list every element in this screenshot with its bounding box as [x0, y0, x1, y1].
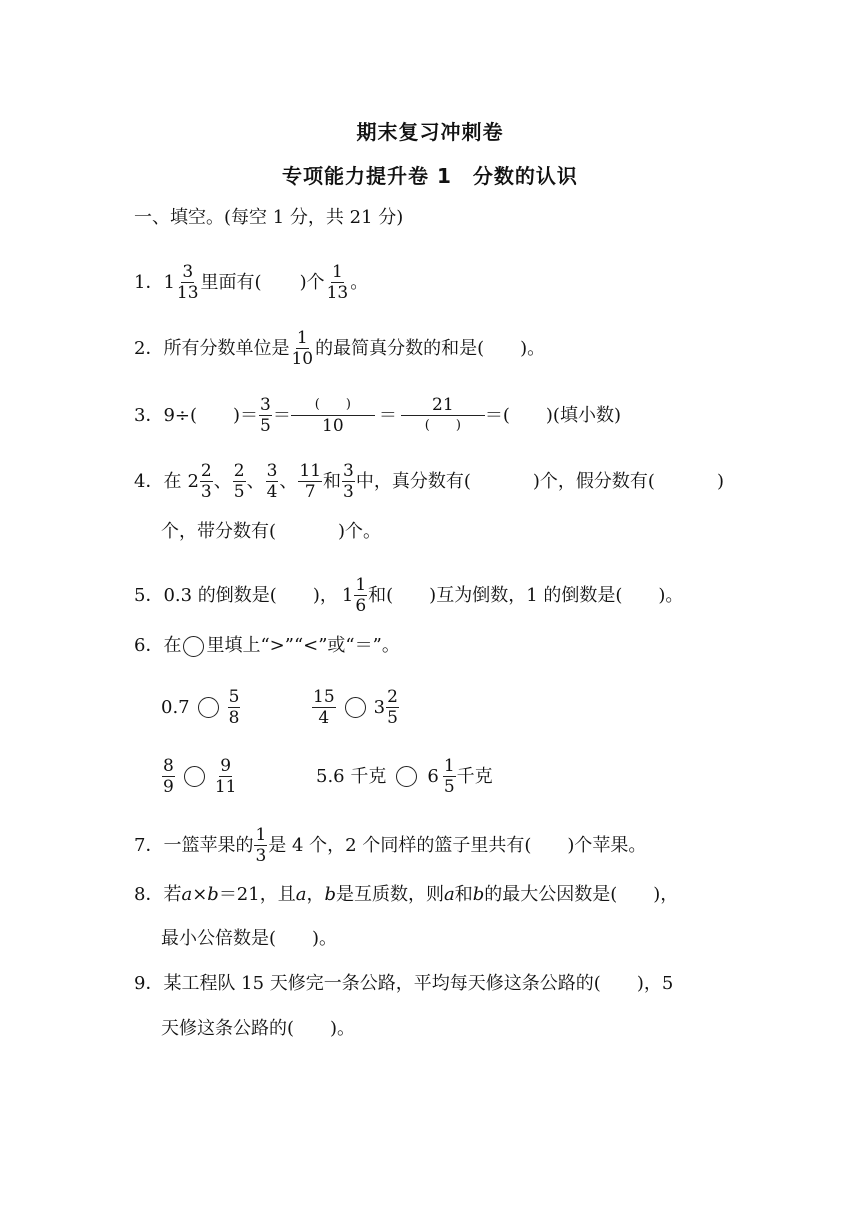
q6-fraction: 15 4 — [313, 687, 335, 728]
q8-number: 8． — [134, 884, 164, 905]
q6-compare-2: 15 4 3 2 5 — [313, 687, 398, 728]
answer-circle[interactable] — [184, 766, 205, 787]
question-3: 3． 9÷( )＝ 3 5 ＝ ( ) 10 ＝ 21 ( ) ＝( )(填小数) — [134, 395, 621, 436]
q7-number: 7． — [134, 834, 164, 856]
question-5: 5． 0.3 的倒数是( )， 1 1 6 和( )互为倒数，1 的倒数是( )。 — [134, 575, 684, 616]
q6-compare-4: 5.6 千克 6 1 5 千克 — [316, 756, 493, 797]
question-7: 7． 一篮苹果的 1 3 是 4 个，2 个同样的篮子里共有( )个苹果。 — [134, 825, 647, 866]
q3-number: 3． — [134, 404, 164, 426]
q4-fraction-c: 3 4 — [266, 461, 278, 502]
page-subtitle: 专项能力提升卷 1 分数的认识 — [282, 164, 578, 188]
q4-number: 4． — [134, 470, 164, 492]
q4-fraction-a: 2 3 — [200, 461, 212, 502]
section-heading: 一、填空。(每空 1 分，共 21 分) — [134, 207, 404, 228]
q3-fraction-1: 3 5 — [260, 395, 271, 436]
question-1: 1． 1 3 13 里面有( )个 1 13 。 — [134, 262, 369, 303]
question-9: 9． 某工程队 15 天修完一条公路，平均每天修这条公路的( )，5 — [134, 973, 674, 994]
q1-fraction-2: 1 13 — [326, 262, 349, 303]
q6-fraction: 5 8 — [228, 687, 240, 728]
question-4: 4． 在 2 2 3 、 2 5 、 3 4 、 11 7 和 3 3 中，真分数有( )个，假分数有( ) — [134, 461, 724, 502]
q3-fraction-3: 21 ( ) — [402, 395, 484, 436]
q6-fraction: 9 11 — [214, 756, 237, 797]
q2-number: 2． — [134, 337, 164, 359]
q4-fraction-e: 3 3 — [343, 461, 354, 502]
q5-fraction: 1 6 — [355, 575, 367, 616]
q1-number: 1． — [134, 271, 164, 293]
question-4-line-2: 个，带分数有( )个。 — [161, 521, 382, 542]
q2-fraction: 1 10 — [291, 328, 314, 369]
answer-circle[interactable] — [345, 697, 366, 718]
q6-fraction: 2 5 — [387, 687, 398, 728]
question-8: 8． 若 a × b ＝21，且 a ， b 是互质数，则 a 和 b 的最大公因数是( )， — [134, 884, 679, 905]
q4-fraction-b: 2 5 — [233, 461, 245, 502]
question-9-line-2: 天修这条公路的( )。 — [161, 1018, 356, 1039]
question-6: 6． 在 里填上“>”“<”或“＝”。 — [134, 635, 400, 656]
q5-number: 5． — [134, 584, 164, 606]
compare-circle-icon — [183, 636, 204, 657]
q6-fraction: 8 9 — [163, 756, 174, 797]
q9-number: 9． — [134, 973, 164, 994]
q6-number: 6． — [134, 635, 164, 656]
q6-fraction: 1 5 — [443, 756, 455, 797]
question-8-line-2: 最小公倍数是( )。 — [161, 928, 338, 949]
answer-circle[interactable] — [198, 697, 219, 718]
question-2: 2． 所有分数单位是 1 10 的最简真分数的和是( )。 — [134, 328, 546, 369]
q1-whole: 1 — [163, 271, 175, 293]
q1-fraction-1: 3 13 — [176, 262, 199, 303]
q6-compare-3 — [161, 756, 238, 797]
q6-compare-1: 0.7 5 8 — [161, 687, 240, 728]
answer-circle[interactable] — [396, 766, 417, 787]
q7-fraction: 1 3 — [255, 825, 267, 866]
q4-fraction-d: 11 7 — [299, 461, 322, 502]
page-title: 期末复习冲刺卷 — [356, 120, 504, 144]
q3-fraction-2: ( ) 10 — [292, 395, 374, 436]
